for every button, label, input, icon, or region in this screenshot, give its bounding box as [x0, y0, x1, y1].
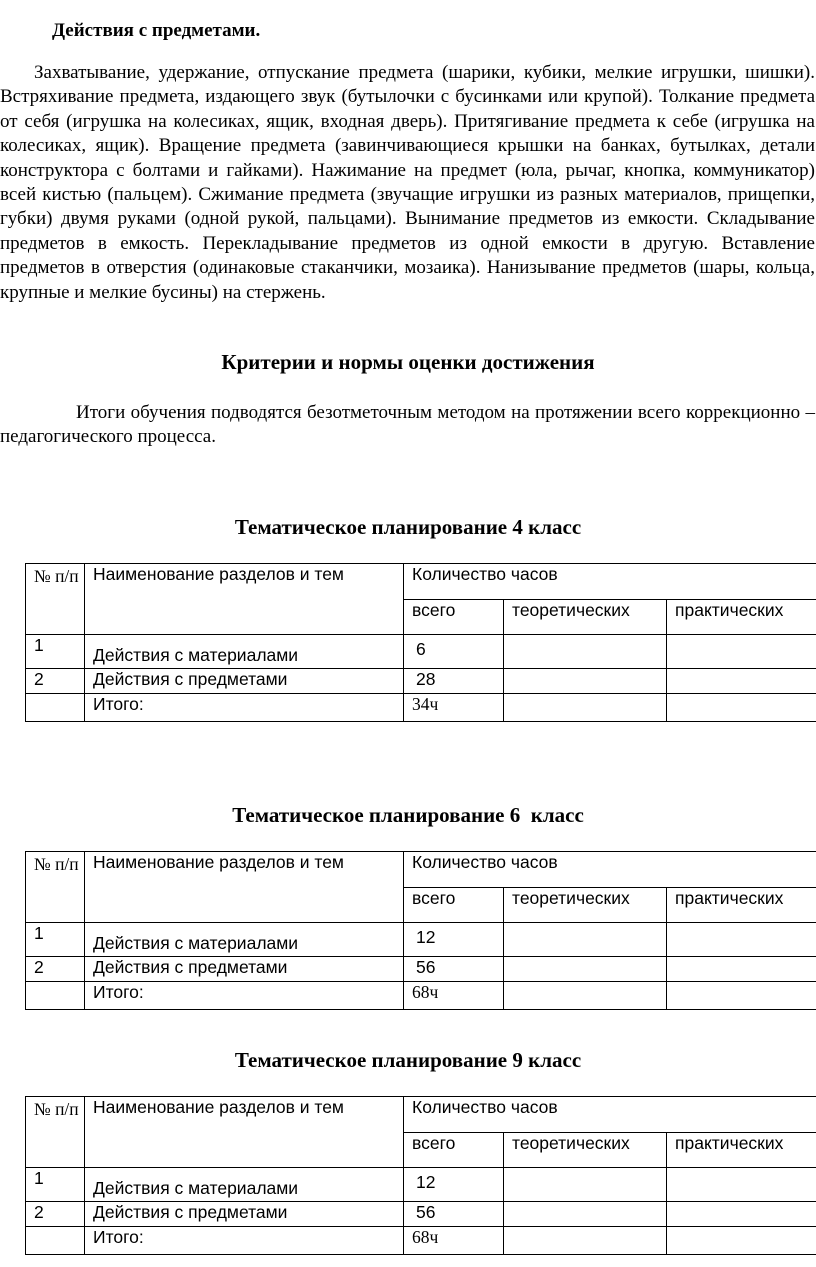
row-name: Действия с предметами — [85, 669, 404, 694]
header-num: № п/п — [26, 1097, 85, 1168]
total-label: Итого: — [85, 1227, 404, 1255]
table-row — [26, 669, 816, 694]
row-theory — [504, 694, 667, 722]
criteria-paragraph: Итоги обучения подводятся безотметочным методом на протяжении всего коррекционно – педагогического процесса. — [0, 402, 815, 448]
header-theory: теоретических — [504, 1133, 667, 1168]
row-practice — [667, 923, 816, 957]
row-total: 12 — [404, 923, 504, 957]
table-row — [26, 957, 816, 982]
header-num: № п/п — [26, 852, 85, 923]
row-practice — [667, 982, 816, 1010]
row-theory — [504, 957, 667, 982]
header-num: № п/п — [26, 564, 85, 635]
plan-heading: Тематическое планирование 6 класс — [232, 803, 584, 827]
header-practice: практических — [667, 600, 816, 635]
row-practice — [667, 669, 816, 694]
table-total-row — [26, 982, 816, 1010]
total-label: Итого: — [85, 694, 404, 722]
table-header-row — [26, 1097, 816, 1133]
row-practice — [667, 635, 816, 669]
row-total: 56 — [404, 1202, 504, 1227]
total-label: Итого: — [85, 982, 404, 1010]
header-name: Наименование разделов и тем — [85, 852, 404, 923]
table-header-row — [26, 852, 816, 888]
plan-table — [25, 563, 816, 722]
table-row — [26, 923, 816, 957]
total-value: 34ч — [404, 694, 504, 722]
header-hours: Количество часов — [404, 1097, 816, 1133]
plan-heading: Тематическое планирование 4 класс — [234, 515, 582, 539]
row-practice — [667, 1227, 816, 1255]
header-theory: теоретических — [504, 600, 667, 635]
row-total: 28 — [404, 669, 504, 694]
total-value: 68ч — [404, 1227, 504, 1255]
plan-table — [25, 1096, 816, 1255]
table-row — [26, 1168, 816, 1202]
row-name: Действия с материалами — [85, 1168, 404, 1202]
row-num — [26, 694, 85, 722]
table-header-row — [26, 564, 816, 600]
table-row — [26, 635, 816, 669]
header-total: всего — [404, 1133, 504, 1168]
row-num — [26, 1227, 85, 1255]
header-practice: практических — [667, 888, 816, 923]
row-num: 1 — [26, 923, 85, 957]
row-theory — [504, 1168, 667, 1202]
header-name: Наименование разделов и тем — [85, 1097, 404, 1168]
row-name: Действия с материалами — [85, 923, 404, 957]
row-practice — [667, 694, 816, 722]
header-theory: теоретических — [504, 888, 667, 923]
row-num: 1 — [26, 635, 85, 669]
row-theory — [504, 923, 667, 957]
plan-heading: Тематическое планирование 9 класс — [234, 1048, 582, 1072]
row-practice — [667, 1202, 816, 1227]
row-theory — [504, 982, 667, 1010]
row-total: 6 — [404, 635, 504, 669]
row-name: Действия с предметами — [85, 1202, 404, 1227]
criteria-heading: Критерии и нормы оценки достижения — [221, 350, 595, 374]
row-name: Действия с материалами — [85, 635, 404, 669]
row-theory — [504, 1202, 667, 1227]
header-name: Наименование разделов и тем — [85, 564, 404, 635]
row-total: 12 — [404, 1168, 504, 1202]
table-total-row — [26, 1227, 816, 1255]
row-theory — [504, 635, 667, 669]
table-total-row — [26, 694, 816, 722]
row-theory — [504, 669, 667, 694]
header-practice: практических — [667, 1133, 816, 1168]
row-num: 2 — [26, 669, 85, 694]
row-practice — [667, 1168, 816, 1202]
row-num — [26, 982, 85, 1010]
row-num: 2 — [26, 957, 85, 982]
header-hours: Количество часов — [404, 852, 816, 888]
table-row — [26, 1202, 816, 1227]
row-num: 2 — [26, 1202, 85, 1227]
row-name: Действия с предметами — [85, 957, 404, 982]
total-value: 68ч — [404, 982, 504, 1010]
section-heading: Действия с предметами. — [52, 20, 261, 41]
row-practice — [667, 957, 816, 982]
row-num: 1 — [26, 1168, 85, 1202]
plan-table — [25, 851, 816, 1010]
row-total: 56 — [404, 957, 504, 982]
row-theory — [504, 1227, 667, 1255]
header-total: всего — [404, 600, 504, 635]
actions-paragraph: Захватывание, удержание, отпускание предмета (шарики, кубики, мелкие игрушки, шишки). Встряхивание предмета, издающего звук (бутылочки с бусинками или крупой). Толкание предмета от себя (игрушка на колесиках, ящик, входная дверь). Притягивание предмета к себе (игрушка на колесиках, ящик). Вращение предмета (завинчивающиеся крышки на банках, бутылках, детали конструктора с болтами и гайками). Нажимание на предмет (юла, рычаг, кнопка, коммуникатор) всей кистью (пальцем). Сжимание предмета (звучащие игрушки из разных материалов, прищепки, губки) двумя руками (одной рукой, пальцами). Вынимание предметов из емкости. Складывание предметов в емкость. Перекладывание предметов из одной емкости в другую. Вставление предметов в отверстия (одинаковые стаканчики, мозаика). Нанизывание предметов (шары, кольца, крупные и мелкие бусины) на стержень. — [0, 62, 815, 303]
header-total: всего — [404, 888, 504, 923]
header-hours: Количество часов — [404, 564, 816, 600]
